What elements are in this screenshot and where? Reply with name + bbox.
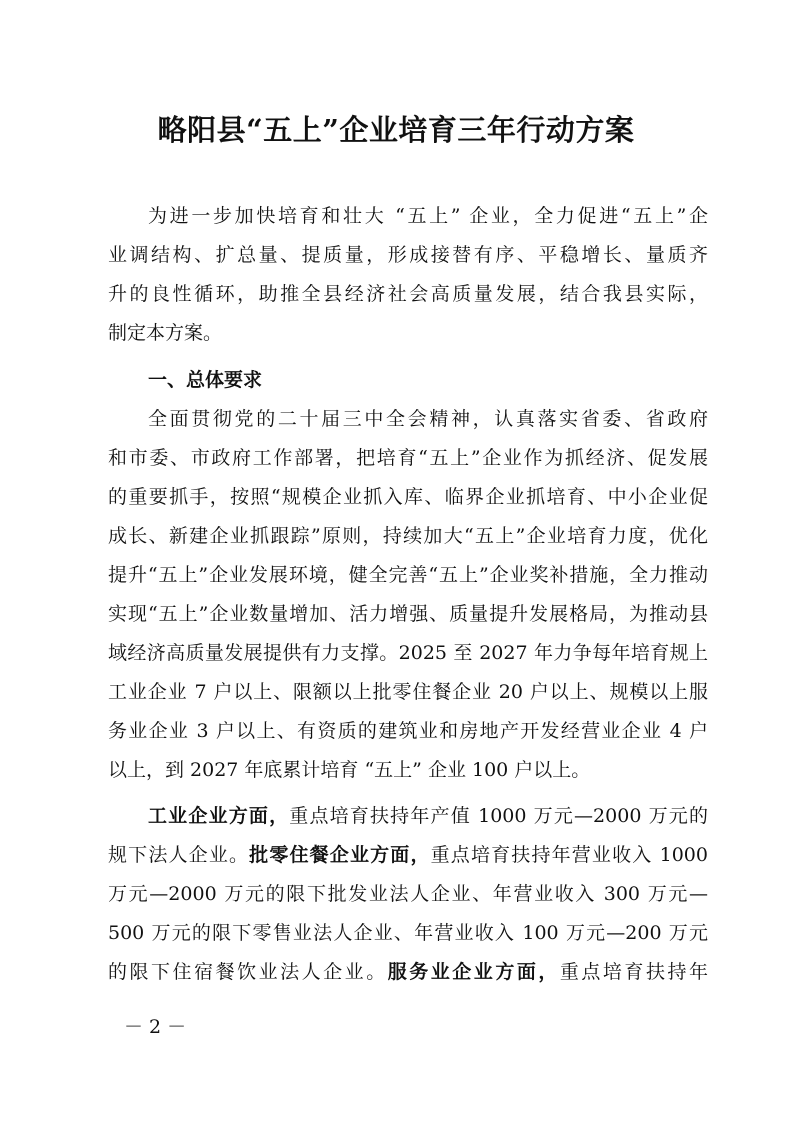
service-enterprises-label: 服务业企业方面， [387,961,560,983]
section-heading-general-requirements: 一、总体要求 [148,369,263,391]
para2-line-2-text: 重点培育扶持年营业收入 1000 [430,844,708,866]
intro-line-1: 为进一步加快培育和壮大 “五上” 企业，全力促进“五上”企 [148,205,708,227]
section1-line-4: 成长、新建企业抓跟踪”原则，持续加大“五上”企业培育力度，优化 [108,525,708,547]
para2-line-1-text: 重点培育扶持年产值 1000 万元—2000 万元的 [289,805,708,827]
document-title: 略阳县“五上”企业培育三年行动方案 [157,113,635,147]
intro-line-4: 制定本方案。 [108,322,223,344]
para2-line-1 [148,797,708,835]
section1-line-9: 务业企业 3 户以上、有资质的建筑业和房地产开发经营业企业 4 户 [108,720,708,742]
para2-line-2 [108,836,708,874]
para2-line-3: 万元—2000 万元的限下批发业法人企业、年营业收入 300 万元— [108,883,708,905]
para2-line-4: 500 万元的限下零售业法人企业、年营业收入 100 万元—200 万元 [108,922,708,944]
section1-line-5: 提升“五上”企业发展环境，健全完善“五上”企业奖补措施，全力推动 [108,564,708,586]
para2-line-5-text: 重点培育扶持年 [559,961,708,983]
para2-line-5 [108,953,708,991]
intro-line-2: 业调结构、扩总量、提质量，形成接替有序、平稳增长、量质齐 [108,244,708,266]
section1-line-6: 实现“五上”企业数量增加、活力增强、质量提升发展格局，为推动县 [108,603,708,625]
section1-line-8: 工业企业 7 户以上、限额以上批零住餐企业 20 户以上、规模以上服 [108,681,708,703]
section1-line-3: 的重要抓手，按照“规模企业抓入库、临界企业抓培育、中小企业促 [108,486,708,508]
section1-line-2: 和市委、市政府工作部署，把培育“五上”企业作为抓经济、促发展 [108,447,708,469]
intro-line-3: 升的良性循环，助推全县经济社会高质量发展，结合我县实际， [108,283,708,305]
retail-catering-label: 批零住餐企业方面， [249,844,431,866]
section1-line-7: 域经济高质量发展提供有力支撑。2025 至 2027 年力争每年培育规上 [108,642,708,664]
section1-line-1: 全面贯彻党的二十届三中全会精神，认真落实省委、省政府 [148,408,708,430]
page-number: － 2 － [124,1016,187,1038]
industrial-enterprises-label: 工业企业方面， [148,805,290,827]
section1-line-10: 以上，到 2027 年底累计培育 “五上” 企业 100 户以上。 [108,759,591,781]
para2-line-2-pre: 规下法人企业。 [108,844,250,866]
para2-line-5-pre: 的限下住宿餐饮业法人企业。 [108,961,388,983]
